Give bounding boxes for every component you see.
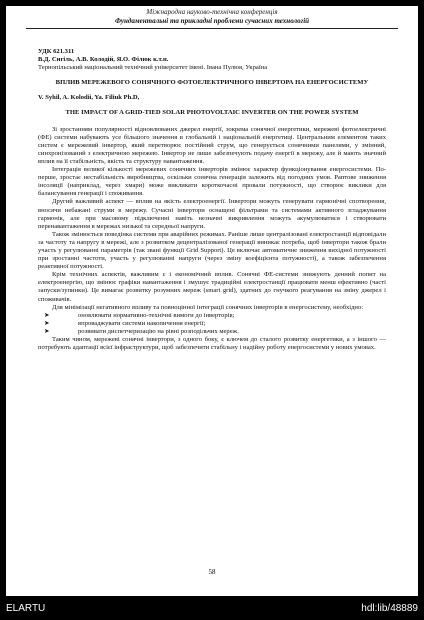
- viewer-footer-bar: [0, 598, 424, 620]
- list-item: [44, 328, 386, 336]
- authors-ua: В.Д. Сигіль, А.В. Колодій, Я.О. Філюк к.т.н.: [38, 56, 169, 64]
- list-item-text: розвивати диспетчеризацію на рівні розподільчих мереж.: [78, 327, 239, 335]
- repository-name: ELARTU: [6, 603, 46, 614]
- list-item: [44, 320, 386, 328]
- page-header: [6, 8, 418, 26]
- paragraph: Також змінюється поведінка системи при аварійних режимах. Раніше лише централізовані електростанції відповідали за частоту та напругу в мережі, але з розвитком децентралізованої генерації виникає потреба, щоб інвертори також брали участь у регулюванні параметрів (так звані функції Grid Support). Це включає автоматичне зниження вихідної потужності при зростанні частоти, участь у регулюванні напруги (через зміну коефіцієнта потужності), а також забезпечення реактивної потужності.: [38, 230, 386, 271]
- header-divider: [26, 28, 398, 29]
- arrow-bullet-icon: ➤: [44, 311, 50, 319]
- paragraph: Інтеграція великої кількості мережевих сонячних інверторів змінює характер функціонування енергосистеми. По-перше, зростає нестабільність виробництва, оскільки сонячна генерація залежить від погодних умов. Раптове зниження інсоляції (наприклад, через хмари) може викликати короткочасні провали потужності, що створює виклики для балансування генерації і споживання.: [38, 166, 386, 198]
- paragraph: Крім технічних аспектів, важливим є і економічний вплив. Сонячні ФЕ-системи знижують денний попит на електроенергію, що змінює графіки навантаження і змушує традиційні електростанції працювати менш ефективно (часті запуски/зупинки). Це вимагає розвитку розумних мереж (smart grid), здатних до гнучкого реагування на зміну джерел і споживачів.: [38, 271, 386, 303]
- conference-name: Міжнародна науково-технічна конференція: [146, 8, 278, 16]
- document-page: [6, 6, 418, 596]
- handle-id: hdl:lib/48889: [361, 603, 418, 614]
- paragraph-final: Таким чином, мережеві сонячні інвертори, з одного боку, є ключем до сталого розвитку енергетики, а з іншого — потребують адаптації всієї інфраструктури, щоб забезпечити стабільну і надійну роботу енергосистеми у нових умовах.: [38, 336, 386, 352]
- affiliation: Тернопільський національний технічний університет імені. Івана Пулюя, Україна: [38, 64, 268, 72]
- article-body: [38, 48, 386, 352]
- recommendations-list: [38, 312, 386, 336]
- arrow-bullet-icon: ➤: [44, 327, 50, 335]
- title-en: THE IMPACT OF A GRID-TIED SOLAR PHOTOVOLTAIC INVERTER ON THE POWER SYSTEM: [65, 109, 359, 117]
- paragraph: Зі зростанням популярності відновлюваних джерел енергії, зокрема сонячної енергетики, мережеві фотоелектричні (ФЕ) системи набувають усе більшого значення в глобальній і національній енергетиці. Центральним елементом таких систем є мережевий інвертор, який перетворює постійний струм, що генерується сонячними панелями, у змінний, синхронізований з електричною мережею. Інвертор не лише забезпечують подачу енергії в мережу, але й мають значний вплив на її стабільність, якість та структуру навантаження.: [38, 125, 386, 165]
- authors-en: V. Syhil, A. Kolodii, Ya. Filiuk Ph.D,: [38, 94, 140, 102]
- paragraph: Другий важливий аспект — вплив на якість електроенергії. Інвертори можуть генерувати гармонічні спотворення, вносячи небажані струми в мережу. Сучасні інвертори оснащені фільтрами та системами активного згладжування гармонік, але при масовому підключенні навіть незначні викривлення можуть акумулюватися і створювати перенавантаження в мережах низької та середньої напруги.: [38, 198, 386, 230]
- udc-code: УДК 621.311: [38, 48, 75, 55]
- body-text: [38, 126, 386, 353]
- list-item: [44, 312, 386, 320]
- list-item-text: оновлювати нормативно-технічні вимоги до інверторів;: [78, 311, 235, 319]
- list-item-text: впроваджувати системи накопичення енергії;: [78, 319, 206, 327]
- paragraph: Для мінімізації негативного впливу та повноцінної інтеграції сонячних інверторів в енергосистему, необхідно:: [52, 303, 364, 311]
- arrow-bullet-icon: ➤: [44, 319, 50, 327]
- title-ua: ВПЛИВ МЕРЕЖЕВОГО СОНЯЧНОГО ФОТОЕЛЕКТРИЧНОГО ІНВЕРТОРА НА ЕНЕРГОСИСТЕМУ: [55, 79, 369, 87]
- page-number: 58: [208, 568, 216, 576]
- conference-subtitle: Фундаментальні та прикладні проблеми сучасних технологій: [114, 17, 310, 25]
